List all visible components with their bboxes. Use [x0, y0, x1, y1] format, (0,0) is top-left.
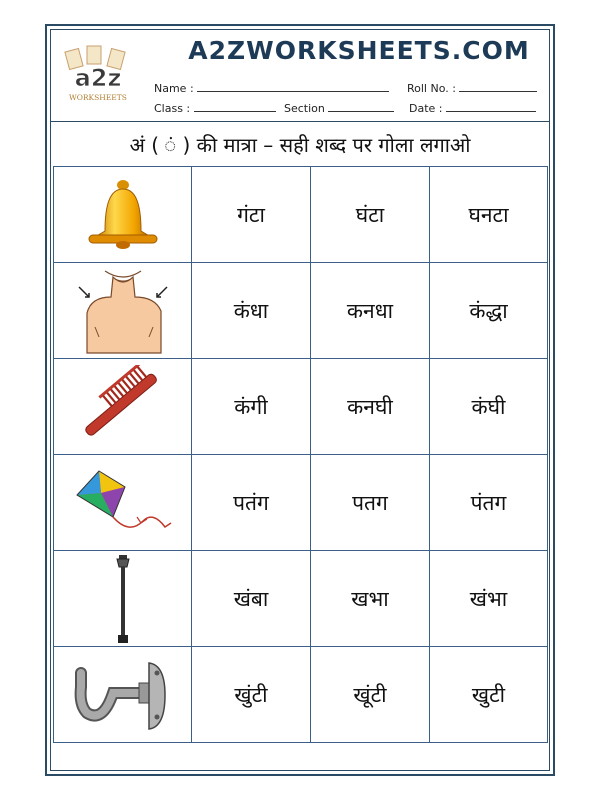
picture-cell	[54, 647, 192, 743]
option-cell[interactable]	[192, 359, 311, 455]
svg-text:WORKSHEETS: WORKSHEETS	[69, 93, 127, 102]
exercise-table	[53, 166, 548, 743]
date-field	[409, 100, 536, 116]
option-cell[interactable]	[311, 263, 430, 359]
option-cell[interactable]	[430, 455, 548, 551]
word-option[interactable]: घनटा	[468, 202, 509, 227]
word-option[interactable]: कंधा	[233, 298, 269, 323]
date-label: Date :	[409, 102, 443, 115]
word-option[interactable]: कनधा	[346, 298, 394, 323]
word-option[interactable]: खूंटी	[353, 682, 387, 707]
site-title: A2ZWORKSHEETS.COM	[188, 36, 530, 65]
option-cell[interactable]	[311, 551, 430, 647]
class-input-line[interactable]	[194, 100, 276, 112]
word-option[interactable]: कंघी	[471, 394, 506, 419]
table-row	[54, 167, 548, 263]
option-cell[interactable]	[311, 167, 430, 263]
bell-icon	[81, 177, 165, 253]
instruction-text: अं ( ं ) की मात्रा – सही शब्द पर गोला लगाओ	[129, 133, 471, 157]
header-divider	[51, 121, 549, 122]
option-cell[interactable]	[430, 359, 548, 455]
name-label: Name :	[154, 82, 194, 95]
comb-icon	[75, 365, 171, 449]
word-option[interactable]: पतग	[352, 490, 388, 515]
lamp-post-icon	[108, 553, 138, 645]
word-option[interactable]: कंगी	[234, 394, 268, 419]
option-cell[interactable]	[311, 359, 430, 455]
picture-cell	[54, 455, 192, 551]
svg-text:a2z: a2z	[74, 64, 122, 92]
option-cell[interactable]	[430, 647, 548, 743]
roll-input-line[interactable]	[459, 80, 537, 92]
table-row	[54, 647, 548, 743]
roll-field	[407, 80, 537, 96]
class-label: Class :	[154, 102, 191, 115]
name-field	[154, 80, 389, 96]
kite-icon	[71, 465, 175, 541]
date-input-line[interactable]	[446, 100, 536, 112]
class-field	[154, 100, 276, 116]
worksheet-header	[51, 30, 549, 122]
option-cell[interactable]	[192, 167, 311, 263]
option-cell[interactable]	[311, 647, 430, 743]
table-row	[54, 359, 548, 455]
section-input-line[interactable]	[328, 100, 394, 112]
table-row	[54, 551, 548, 647]
word-option[interactable]: खंभा	[469, 586, 508, 611]
picture-cell	[54, 551, 192, 647]
option-cell[interactable]	[430, 167, 548, 263]
word-option[interactable]: खभा	[351, 586, 389, 611]
option-cell[interactable]	[192, 455, 311, 551]
section-field	[284, 100, 394, 116]
word-option[interactable]: कंद्धा	[469, 298, 508, 323]
name-input-line[interactable]	[197, 80, 389, 92]
word-option[interactable]: पतंग	[233, 490, 269, 515]
shoulder-icon	[75, 267, 171, 355]
picture-cell	[54, 167, 192, 263]
picture-cell	[54, 359, 192, 455]
option-cell[interactable]	[430, 551, 548, 647]
word-option[interactable]: घंटा	[355, 202, 385, 227]
a2z-logo-icon	[59, 44, 137, 106]
section-label: Section	[284, 102, 325, 115]
wall-hook-icon	[73, 653, 173, 737]
word-option[interactable]: खुटी	[471, 682, 506, 707]
word-option[interactable]: खंबा	[233, 586, 269, 611]
word-option[interactable]: पंतग	[470, 490, 507, 515]
option-cell[interactable]	[311, 455, 430, 551]
option-cell[interactable]	[430, 263, 548, 359]
word-option[interactable]: गंटा	[237, 202, 265, 227]
table-row	[54, 455, 548, 551]
option-cell[interactable]	[192, 551, 311, 647]
picture-cell	[54, 263, 192, 359]
option-cell[interactable]	[192, 263, 311, 359]
roll-label: Roll No. :	[407, 82, 456, 95]
option-cell[interactable]	[192, 647, 311, 743]
word-option[interactable]: कनघी	[347, 394, 393, 419]
word-option[interactable]: खुंटी	[234, 682, 268, 707]
table-row	[54, 263, 548, 359]
